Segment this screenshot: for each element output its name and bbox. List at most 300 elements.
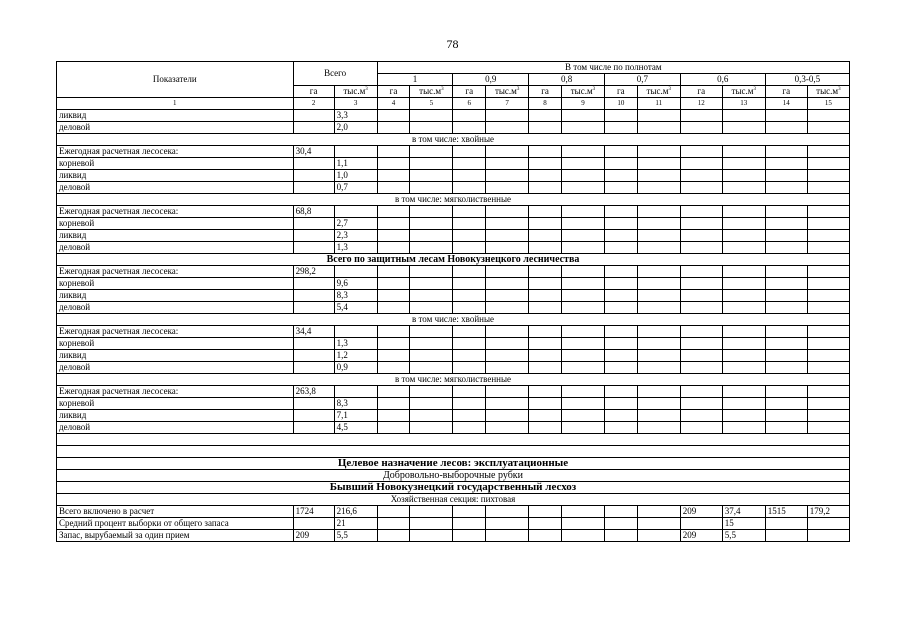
- density-cell: [637, 158, 680, 170]
- density-cell: [637, 230, 680, 242]
- total-volume: 21: [334, 518, 377, 530]
- density-cell: [722, 398, 765, 410]
- row-label: Ежегодная расчетная лесосека:: [57, 206, 294, 218]
- density-cell: [377, 518, 410, 530]
- density-cell: [453, 362, 486, 374]
- total-volume: 1,3: [334, 338, 377, 350]
- density-cell: [604, 422, 637, 434]
- total-volume: [334, 146, 377, 158]
- density-cell: [377, 218, 410, 230]
- total-volume: 0,7: [334, 182, 377, 194]
- density-cell: [604, 302, 637, 314]
- total-ha: [293, 410, 334, 422]
- density-cell: [486, 530, 529, 542]
- density-cell: [529, 218, 562, 230]
- row-label: корневой: [57, 398, 294, 410]
- density-cell: [377, 506, 410, 518]
- total-ha: [293, 242, 334, 254]
- density-cell: [807, 290, 849, 302]
- density-cell: [377, 398, 410, 410]
- density-cell: [410, 242, 453, 254]
- density-cell: [410, 338, 453, 350]
- density-cell: [680, 278, 722, 290]
- table-row: [57, 110, 850, 122]
- density-cell: [765, 278, 807, 290]
- density-cell: [486, 362, 529, 374]
- density-cell: [529, 290, 562, 302]
- table-row: [57, 242, 850, 254]
- total-volume: [334, 266, 377, 278]
- density-cell: [680, 362, 722, 374]
- density-cell: [765, 242, 807, 254]
- summary-heading: Всего по защитным лесам Новокузнецкого лесничества: [57, 254, 850, 266]
- density-cell: [453, 290, 486, 302]
- density-cell: [807, 362, 849, 374]
- total-volume: 2,7: [334, 218, 377, 230]
- table-row: [57, 326, 850, 338]
- table-row: [57, 350, 850, 362]
- table-row: [57, 194, 850, 206]
- density-cell: [680, 170, 722, 182]
- density-cell: [765, 290, 807, 302]
- density-cell: [561, 386, 604, 398]
- density-cell: [377, 422, 410, 434]
- density-cell: [377, 206, 410, 218]
- density-cell: [680, 266, 722, 278]
- header-density: 1: [377, 74, 453, 86]
- density-cell: [410, 182, 453, 194]
- unit-volume-text: тыс.м: [494, 86, 517, 96]
- density-cell: [410, 230, 453, 242]
- total-volume: 1,0: [334, 170, 377, 182]
- row-label: ликвид: [57, 350, 294, 362]
- density-cell: [604, 410, 637, 422]
- density-cell: [410, 530, 453, 542]
- density-cell: [680, 218, 722, 230]
- table-row: [57, 182, 850, 194]
- density-cell: [486, 278, 529, 290]
- total-volume: 7,1: [334, 410, 377, 422]
- table-row: [57, 146, 850, 158]
- density-cell: [807, 530, 849, 542]
- density-cell: [765, 410, 807, 422]
- unit-volume-text: тыс.м: [731, 86, 754, 96]
- density-cell: [807, 518, 849, 530]
- density-cell: [453, 158, 486, 170]
- density-cell: [529, 242, 562, 254]
- density-cell: [637, 206, 680, 218]
- density-cell: [486, 398, 529, 410]
- density-cell: [453, 170, 486, 182]
- density-cell: [561, 350, 604, 362]
- unit-volume: [410, 86, 453, 98]
- density-cell: [680, 110, 722, 122]
- density-cell: [410, 362, 453, 374]
- density-cell: [680, 206, 722, 218]
- density-cell: [529, 182, 562, 194]
- total-volume: 0,9: [334, 362, 377, 374]
- density-cell: [765, 206, 807, 218]
- density-cell: [765, 398, 807, 410]
- density-cell: [722, 230, 765, 242]
- col-number: 12: [680, 98, 722, 110]
- density-cell: [604, 206, 637, 218]
- density-cell: [680, 326, 722, 338]
- density-cell: [604, 158, 637, 170]
- density-cell: [561, 410, 604, 422]
- table-row: [57, 434, 850, 446]
- density-cell: [377, 170, 410, 182]
- table-row: [57, 518, 850, 530]
- density-cell: [604, 170, 637, 182]
- density-cell: [410, 218, 453, 230]
- density-cell: [637, 146, 680, 158]
- section-heading: в том числе: хвойные: [57, 314, 850, 326]
- total-volume: 4,5: [334, 422, 377, 434]
- table-row: [57, 278, 850, 290]
- col-number: 1: [57, 98, 294, 110]
- total-ha: 263,8: [293, 386, 334, 398]
- unit-ha: га: [529, 86, 562, 98]
- density-cell: [453, 530, 486, 542]
- density-cell: [486, 158, 529, 170]
- density-cell: [377, 302, 410, 314]
- density-cell: [722, 206, 765, 218]
- density-cell: [453, 410, 486, 422]
- density-cell: [722, 362, 765, 374]
- density-cell: [765, 386, 807, 398]
- row-label: Запас, вырубаемый за один прием: [57, 530, 294, 542]
- density-cell: [529, 410, 562, 422]
- table-row: [57, 470, 850, 482]
- density-cell: [637, 362, 680, 374]
- density-cell: [453, 398, 486, 410]
- header-density: 0,9: [453, 74, 529, 86]
- total-ha: [293, 158, 334, 170]
- density-cell: [722, 410, 765, 422]
- density-cell: [722, 422, 765, 434]
- section-heading: в том числе: мягколиственные: [57, 374, 850, 386]
- total-ha: [293, 422, 334, 434]
- density-cell: [637, 386, 680, 398]
- row-label: деловой: [57, 422, 294, 434]
- total-ha: [293, 230, 334, 242]
- density-cell: [529, 302, 562, 314]
- density-cell: [529, 386, 562, 398]
- total-ha: [293, 398, 334, 410]
- density-cell: [722, 302, 765, 314]
- table-row: [57, 494, 850, 506]
- density-cell: [680, 230, 722, 242]
- density-cell: [722, 170, 765, 182]
- density-cell: 179,2: [807, 506, 849, 518]
- density-cell: [765, 218, 807, 230]
- density-cell: [529, 122, 562, 134]
- density-cell: [486, 410, 529, 422]
- unit-volume: [637, 86, 680, 98]
- table-row: [57, 338, 850, 350]
- density-cell: [410, 158, 453, 170]
- density-cell: [722, 290, 765, 302]
- density-cell: [377, 266, 410, 278]
- density-cell: [604, 266, 637, 278]
- unit-volume-sup: 3: [441, 87, 444, 92]
- row-label: ликвид: [57, 290, 294, 302]
- density-cell: [377, 146, 410, 158]
- row-label: корневой: [57, 278, 294, 290]
- density-cell: [410, 302, 453, 314]
- total-ha: [293, 302, 334, 314]
- unit-volume: [807, 86, 849, 98]
- table-row: [57, 302, 850, 314]
- row-label: деловой: [57, 362, 294, 374]
- density-cell: [410, 350, 453, 362]
- density-cell: [486, 350, 529, 362]
- unit-volume-text: тыс.м: [646, 86, 669, 96]
- density-cell: [765, 326, 807, 338]
- col-number: 2: [293, 98, 334, 110]
- header-indicators: Показатели: [57, 62, 294, 98]
- density-cell: [765, 302, 807, 314]
- empty-row: [57, 446, 850, 458]
- density-cell: [410, 506, 453, 518]
- density-cell: [410, 518, 453, 530]
- density-cell: [561, 122, 604, 134]
- unit-ha: га: [604, 86, 637, 98]
- density-cell: [561, 230, 604, 242]
- total-ha: [293, 518, 334, 530]
- row-label: Ежегодная расчетная лесосека:: [57, 326, 294, 338]
- density-cell: [637, 530, 680, 542]
- density-cell: [377, 182, 410, 194]
- col-number: 13: [722, 98, 765, 110]
- density-cell: [637, 170, 680, 182]
- density-cell: [807, 242, 849, 254]
- density-cell: [604, 386, 637, 398]
- density-cell: [637, 290, 680, 302]
- density-cell: [486, 206, 529, 218]
- density-cell: [486, 242, 529, 254]
- density-cell: [486, 182, 529, 194]
- density-cell: [453, 518, 486, 530]
- density-cell: [529, 350, 562, 362]
- row-label: ликвид: [57, 110, 294, 122]
- row-label: ликвид: [57, 410, 294, 422]
- total-ha: 209: [293, 530, 334, 542]
- density-cell: [486, 338, 529, 350]
- density-cell: [410, 422, 453, 434]
- table-row: [57, 218, 850, 230]
- row-label: Ежегодная расчетная лесосека:: [57, 386, 294, 398]
- density-cell: [680, 338, 722, 350]
- density-cell: [604, 242, 637, 254]
- density-cell: [807, 278, 849, 290]
- row-label: Ежегодная расчетная лесосека:: [57, 146, 294, 158]
- table-row: [57, 422, 850, 434]
- density-cell: [486, 230, 529, 242]
- density-cell: [765, 362, 807, 374]
- total-ha: [293, 290, 334, 302]
- table-row: [57, 362, 850, 374]
- density-cell: [453, 146, 486, 158]
- total-volume: [334, 206, 377, 218]
- density-cell: [561, 422, 604, 434]
- density-cell: [637, 326, 680, 338]
- density-cell: [807, 398, 849, 410]
- total-volume: 9,6: [334, 278, 377, 290]
- table-row: [57, 134, 850, 146]
- density-cell: 5,5: [722, 530, 765, 542]
- density-cell: 15: [722, 518, 765, 530]
- density-cell: [604, 146, 637, 158]
- density-cell: [765, 518, 807, 530]
- density-cell: [765, 230, 807, 242]
- density-cell: [453, 110, 486, 122]
- row-label: ликвид: [57, 230, 294, 242]
- density-cell: [604, 362, 637, 374]
- density-cell: [529, 266, 562, 278]
- forest-harvest-table: [56, 61, 850, 542]
- table-row: [57, 254, 850, 266]
- density-cell: [561, 158, 604, 170]
- header-density: 0,7: [604, 74, 680, 86]
- density-cell: [722, 338, 765, 350]
- total-ha: [293, 218, 334, 230]
- row-label: корневой: [57, 338, 294, 350]
- density-cell: [604, 326, 637, 338]
- density-cell: [765, 530, 807, 542]
- section-heading: в том числе: мягколиственные: [57, 194, 850, 206]
- density-cell: [807, 218, 849, 230]
- density-cell: [807, 122, 849, 134]
- density-cell: [680, 302, 722, 314]
- total-ha: [293, 122, 334, 134]
- density-cell: [561, 362, 604, 374]
- empty-row: [57, 434, 850, 446]
- density-cell: [765, 170, 807, 182]
- total-ha: 34,4: [293, 326, 334, 338]
- row-label: Средний процент выборки от общего запаса: [57, 518, 294, 530]
- density-cell: [453, 122, 486, 134]
- density-cell: [637, 338, 680, 350]
- unit-volume: [561, 86, 604, 98]
- density-cell: [604, 182, 637, 194]
- density-cell: [637, 422, 680, 434]
- density-cell: [722, 386, 765, 398]
- col-number: 10: [604, 98, 637, 110]
- unit-volume-text: тыс.м: [343, 86, 366, 96]
- density-cell: [410, 266, 453, 278]
- density-cell: [561, 518, 604, 530]
- density-cell: [722, 218, 765, 230]
- density-cell: [680, 122, 722, 134]
- unit-volume: [486, 86, 529, 98]
- total-volume: 3,3: [334, 110, 377, 122]
- table-row: [57, 398, 850, 410]
- density-cell: [637, 518, 680, 530]
- col-number: 8: [529, 98, 562, 110]
- density-cell: [410, 122, 453, 134]
- page-number: 78: [446, 37, 459, 51]
- total-ha: 298,2: [293, 266, 334, 278]
- density-cell: [722, 326, 765, 338]
- density-cell: [680, 410, 722, 422]
- total-volume: 8,3: [334, 290, 377, 302]
- row-label: деловой: [57, 122, 294, 134]
- density-cell: [561, 146, 604, 158]
- density-cell: [604, 530, 637, 542]
- total-volume: 5,4: [334, 302, 377, 314]
- density-cell: [680, 182, 722, 194]
- density-cell: [453, 230, 486, 242]
- total-ha: [293, 350, 334, 362]
- density-cell: [765, 122, 807, 134]
- density-cell: [637, 410, 680, 422]
- density-cell: [453, 350, 486, 362]
- table-row: [57, 530, 850, 542]
- total-ha: [293, 338, 334, 350]
- density-cell: [604, 506, 637, 518]
- density-cell: [453, 386, 486, 398]
- density-cell: [765, 110, 807, 122]
- density-cell: [410, 290, 453, 302]
- density-cell: [486, 122, 529, 134]
- density-cell: [453, 266, 486, 278]
- total-ha: [293, 110, 334, 122]
- density-cell: [765, 338, 807, 350]
- density-cell: [807, 422, 849, 434]
- density-cell: [807, 410, 849, 422]
- unit-volume-sup: 3: [365, 87, 368, 92]
- density-cell: [529, 518, 562, 530]
- density-cell: [722, 158, 765, 170]
- density-cell: [529, 506, 562, 518]
- row-label: деловой: [57, 242, 294, 254]
- density-cell: [807, 170, 849, 182]
- density-cell: [765, 182, 807, 194]
- density-cell: [453, 218, 486, 230]
- table-row: [57, 506, 850, 518]
- density-cell: [561, 110, 604, 122]
- unit-volume-text: тыс.м: [419, 86, 442, 96]
- total-volume: 5,5: [334, 530, 377, 542]
- total-ha: 68,8: [293, 206, 334, 218]
- density-cell: [377, 290, 410, 302]
- density-cell: [486, 110, 529, 122]
- density-cell: [377, 410, 410, 422]
- total-ha: [293, 362, 334, 374]
- row-label: Ежегодная расчетная лесосека:: [57, 266, 294, 278]
- density-cell: [807, 386, 849, 398]
- table-row: [57, 386, 850, 398]
- density-cell: [604, 122, 637, 134]
- density-cell: [453, 206, 486, 218]
- density-cell: [680, 290, 722, 302]
- density-cell: [722, 278, 765, 290]
- col-number: 7: [486, 98, 529, 110]
- unit-volume-sup: 3: [668, 87, 671, 92]
- density-cell: [807, 338, 849, 350]
- density-cell: [486, 422, 529, 434]
- subheading: Добровольно-выборочные рубки: [57, 470, 850, 482]
- density-cell: [637, 122, 680, 134]
- total-volume: 8,3: [334, 398, 377, 410]
- major-heading: Бывший Новокузнецкий государственный лесхоз: [57, 482, 850, 494]
- density-cell: [486, 146, 529, 158]
- density-cell: [722, 182, 765, 194]
- density-cell: [561, 218, 604, 230]
- table-row: [57, 290, 850, 302]
